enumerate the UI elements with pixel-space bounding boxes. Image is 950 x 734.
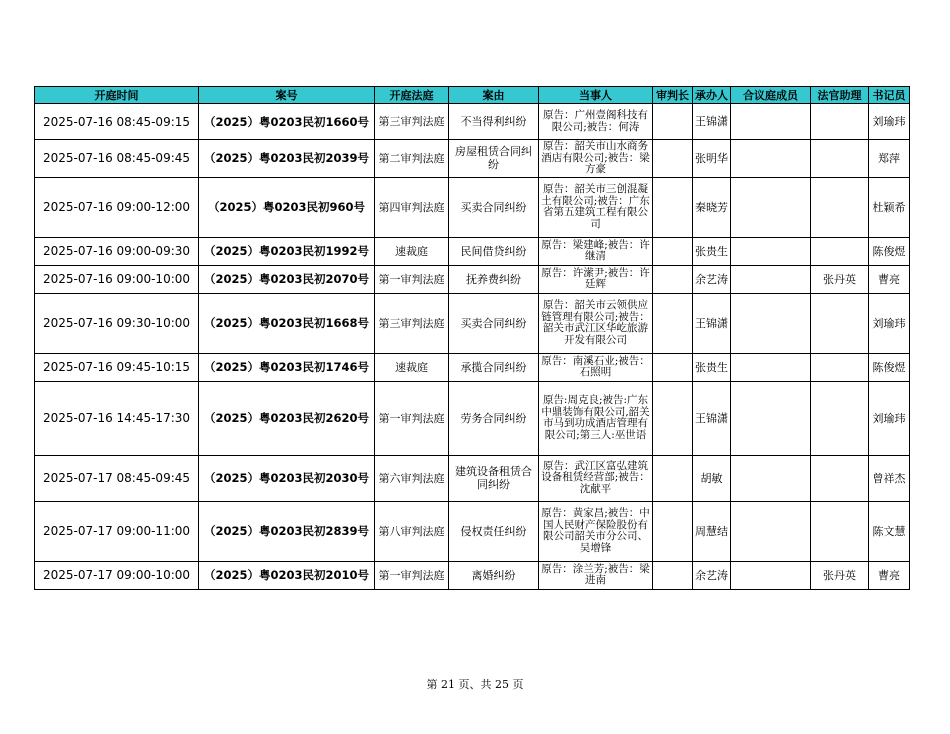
col-header-courtroom: 开庭法庭 — [375, 87, 449, 104]
parties-cell: 原告：韶关市山水商务酒店有限公司;被告：梁方豪 — [539, 140, 653, 178]
judge-assistant-cell — [811, 140, 869, 178]
handler-cell: 张明华 — [693, 140, 731, 178]
col-header-handler: 承办人 — [693, 87, 731, 104]
hearing-time-cell: 2025-07-16 09:45-10:15 — [35, 353, 199, 381]
panel-members-cell — [731, 501, 811, 561]
clerk-cell: 陈文慧 — [869, 501, 910, 561]
judge-assistant-cell: 张丹英 — [811, 265, 869, 293]
parties-cell: 原告:周克良;被告:广东中鼎装饰有限公司,韶关市马到功成酒店管理有限公司;第三人:巫世语 — [539, 381, 653, 455]
courtroom-cell: 第八审判法庭 — [375, 501, 449, 561]
panel-members-cell — [731, 177, 811, 237]
hearing-schedule-table — [34, 86, 910, 590]
hearing-time-cell: 2025-07-16 09:00-12:00 — [35, 177, 199, 237]
case-number-cell: （2025）粤0203民初1992号 — [199, 237, 375, 265]
parties-cell: 原告：黄家昌;被告：中国人民财产保险股份有限公司韶关市分公司、吴增锋 — [539, 501, 653, 561]
handler-cell: 张贵生 — [693, 353, 731, 381]
presiding-judge-cell — [653, 353, 693, 381]
col-header-parties: 当事人 — [539, 87, 653, 104]
case-cause-cell: 买卖合同纠纷 — [449, 293, 539, 353]
case-number-cell: （2025）粤0203民初2070号 — [199, 265, 375, 293]
presiding-judge-cell — [653, 293, 693, 353]
clerk-cell: 陈俊煜 — [869, 237, 910, 265]
judge-assistant-cell — [811, 501, 869, 561]
courtroom-cell: 第一审判法庭 — [375, 381, 449, 455]
case-number-cell: （2025）粤0203民初2039号 — [199, 140, 375, 178]
table-row — [35, 455, 910, 501]
panel-members-cell — [731, 237, 811, 265]
table-row — [35, 104, 910, 140]
case-cause-cell: 房屋租赁合同纠纷 — [449, 140, 539, 178]
clerk-cell: 刘瑜玮 — [869, 293, 910, 353]
table-row — [35, 237, 910, 265]
table-row — [35, 293, 910, 353]
panel-members-cell — [731, 104, 811, 140]
presiding-judge-cell — [653, 140, 693, 178]
clerk-cell: 郑萍 — [869, 140, 910, 178]
presiding-judge-cell — [653, 104, 693, 140]
case-number-cell: （2025）粤0203民初1660号 — [199, 104, 375, 140]
clerk-cell: 曹亮 — [869, 265, 910, 293]
panel-members-cell — [731, 455, 811, 501]
parties-cell: 原告：许潆尹;被告：许廷辉 — [539, 265, 653, 293]
clerk-cell: 曾祥杰 — [869, 455, 910, 501]
clerk-cell: 刘瑜玮 — [869, 381, 910, 455]
clerk-cell: 陈俊煜 — [869, 353, 910, 381]
table-body — [35, 104, 910, 590]
clerk-cell: 曹亮 — [869, 561, 910, 589]
parties-cell: 原告：广州壹阁科技有限公司;被告：何涛 — [539, 104, 653, 140]
courtroom-cell: 第三审判法庭 — [375, 293, 449, 353]
case-number-cell: （2025）粤0203民初1668号 — [199, 293, 375, 353]
header-row — [35, 87, 910, 104]
presiding-judge-cell — [653, 381, 693, 455]
courtroom-cell: 第一审判法庭 — [375, 265, 449, 293]
judge-assistant-cell — [811, 381, 869, 455]
hearing-time-cell: 2025-07-16 14:45-17:30 — [35, 381, 199, 455]
panel-members-cell — [731, 353, 811, 381]
judge-assistant-cell — [811, 353, 869, 381]
case-cause-cell: 建筑设备租赁合同纠纷 — [449, 455, 539, 501]
panel-members-cell — [731, 265, 811, 293]
case-cause-cell: 侵权责任纠纷 — [449, 501, 539, 561]
courtroom-cell: 速裁庭 — [375, 237, 449, 265]
table-row — [35, 501, 910, 561]
page-footer: 第 21 页、共 25 页 — [426, 678, 524, 691]
hearing-time-cell: 2025-07-17 09:00-11:00 — [35, 501, 199, 561]
handler-cell: 张贵生 — [693, 237, 731, 265]
case-cause-cell: 劳务合同纠纷 — [449, 381, 539, 455]
judge-assistant-cell — [811, 293, 869, 353]
handler-cell: 胡敏 — [693, 455, 731, 501]
judge-assistant-cell — [811, 237, 869, 265]
handler-cell: 王锦潇 — [693, 293, 731, 353]
table-row — [35, 140, 910, 178]
courtroom-cell: 第六审判法庭 — [375, 455, 449, 501]
table-row — [35, 265, 910, 293]
case-cause-cell: 承揽合同纠纷 — [449, 353, 539, 381]
table-row — [35, 177, 910, 237]
presiding-judge-cell — [653, 177, 693, 237]
handler-cell: 周慧结 — [693, 501, 731, 561]
case-number-cell: （2025）粤0203民初2620号 — [199, 381, 375, 455]
hearing-time-cell: 2025-07-17 09:00-10:00 — [35, 561, 199, 589]
case-cause-cell: 民间借贷纠纷 — [449, 237, 539, 265]
handler-cell: 余艺涛 — [693, 265, 731, 293]
col-header-panel-members: 合议庭成员 — [731, 87, 811, 104]
table-row — [35, 381, 910, 455]
hearing-time-cell: 2025-07-16 08:45-09:15 — [35, 104, 199, 140]
handler-cell: 秦晓芳 — [693, 177, 731, 237]
parties-cell: 原告：武江区富弘建筑设备租赁经营部;被告：沈献平 — [539, 455, 653, 501]
table-row — [35, 561, 910, 589]
case-cause-cell: 抚养费纠纷 — [449, 265, 539, 293]
parties-cell: 原告：南溪石业;被告：石照明 — [539, 353, 653, 381]
judge-assistant-cell — [811, 104, 869, 140]
clerk-cell: 杜颖希 — [869, 177, 910, 237]
presiding-judge-cell — [653, 455, 693, 501]
parties-cell: 原告：梁建峰;被告：许继清 — [539, 237, 653, 265]
hearing-time-cell: 2025-07-16 09:00-10:00 — [35, 265, 199, 293]
case-number-cell: （2025）粤0203民初960号 — [199, 177, 375, 237]
courtroom-cell: 第二审判法庭 — [375, 140, 449, 178]
presiding-judge-cell — [653, 501, 693, 561]
judge-assistant-cell — [811, 455, 869, 501]
presiding-judge-cell — [653, 265, 693, 293]
panel-members-cell — [731, 140, 811, 178]
col-header-time: 开庭时间 — [35, 87, 199, 104]
judge-assistant-cell — [811, 177, 869, 237]
col-header-case-number: 案号 — [199, 87, 375, 104]
case-number-cell: （2025）粤0203民初2010号 — [199, 561, 375, 589]
hearing-time-cell: 2025-07-16 09:00-09:30 — [35, 237, 199, 265]
courtroom-cell: 第三审判法庭 — [375, 104, 449, 140]
col-header-clerk: 书记员 — [869, 87, 910, 104]
panel-members-cell — [731, 381, 811, 455]
judge-assistant-cell: 张丹英 — [811, 561, 869, 589]
panel-members-cell — [731, 561, 811, 589]
case-cause-cell: 离婚纠纷 — [449, 561, 539, 589]
courtroom-cell: 第一审判法庭 — [375, 561, 449, 589]
case-number-cell: （2025）粤0203民初1746号 — [199, 353, 375, 381]
courtroom-cell: 速裁庭 — [375, 353, 449, 381]
panel-members-cell — [731, 293, 811, 353]
presiding-judge-cell — [653, 237, 693, 265]
hearing-time-cell: 2025-07-16 09:30-10:00 — [35, 293, 199, 353]
presiding-judge-cell — [653, 561, 693, 589]
case-number-cell: （2025）粤0203民初2030号 — [199, 455, 375, 501]
parties-cell: 原告：韶关市三创混凝土有限公司;被告：广东省第五建筑工程有限公司 — [539, 177, 653, 237]
case-cause-cell: 买卖合同纠纷 — [449, 177, 539, 237]
col-header-presiding-judge: 审判长 — [653, 87, 693, 104]
hearing-time-cell: 2025-07-16 08:45-09:45 — [35, 140, 199, 178]
case-cause-cell: 不当得利纠纷 — [449, 104, 539, 140]
parties-cell: 原告：韶关市云领供应链管理有限公司;被告：韶关市武江区华屹旅游开发有限公司 — [539, 293, 653, 353]
handler-cell: 余艺涛 — [693, 561, 731, 589]
handler-cell: 王锦潇 — [693, 104, 731, 140]
courtroom-cell: 第四审判法庭 — [375, 177, 449, 237]
table-row — [35, 353, 910, 381]
handler-cell: 王锦潇 — [693, 381, 731, 455]
col-header-judge-assistant: 法官助理 — [811, 87, 869, 104]
case-number-cell: （2025）粤0203民初2839号 — [199, 501, 375, 561]
col-header-cause: 案由 — [449, 87, 539, 104]
parties-cell: 原告：涂兰芳;被告：梁进南 — [539, 561, 653, 589]
hearing-time-cell: 2025-07-17 08:45-09:45 — [35, 455, 199, 501]
clerk-cell: 刘瑜玮 — [869, 104, 910, 140]
